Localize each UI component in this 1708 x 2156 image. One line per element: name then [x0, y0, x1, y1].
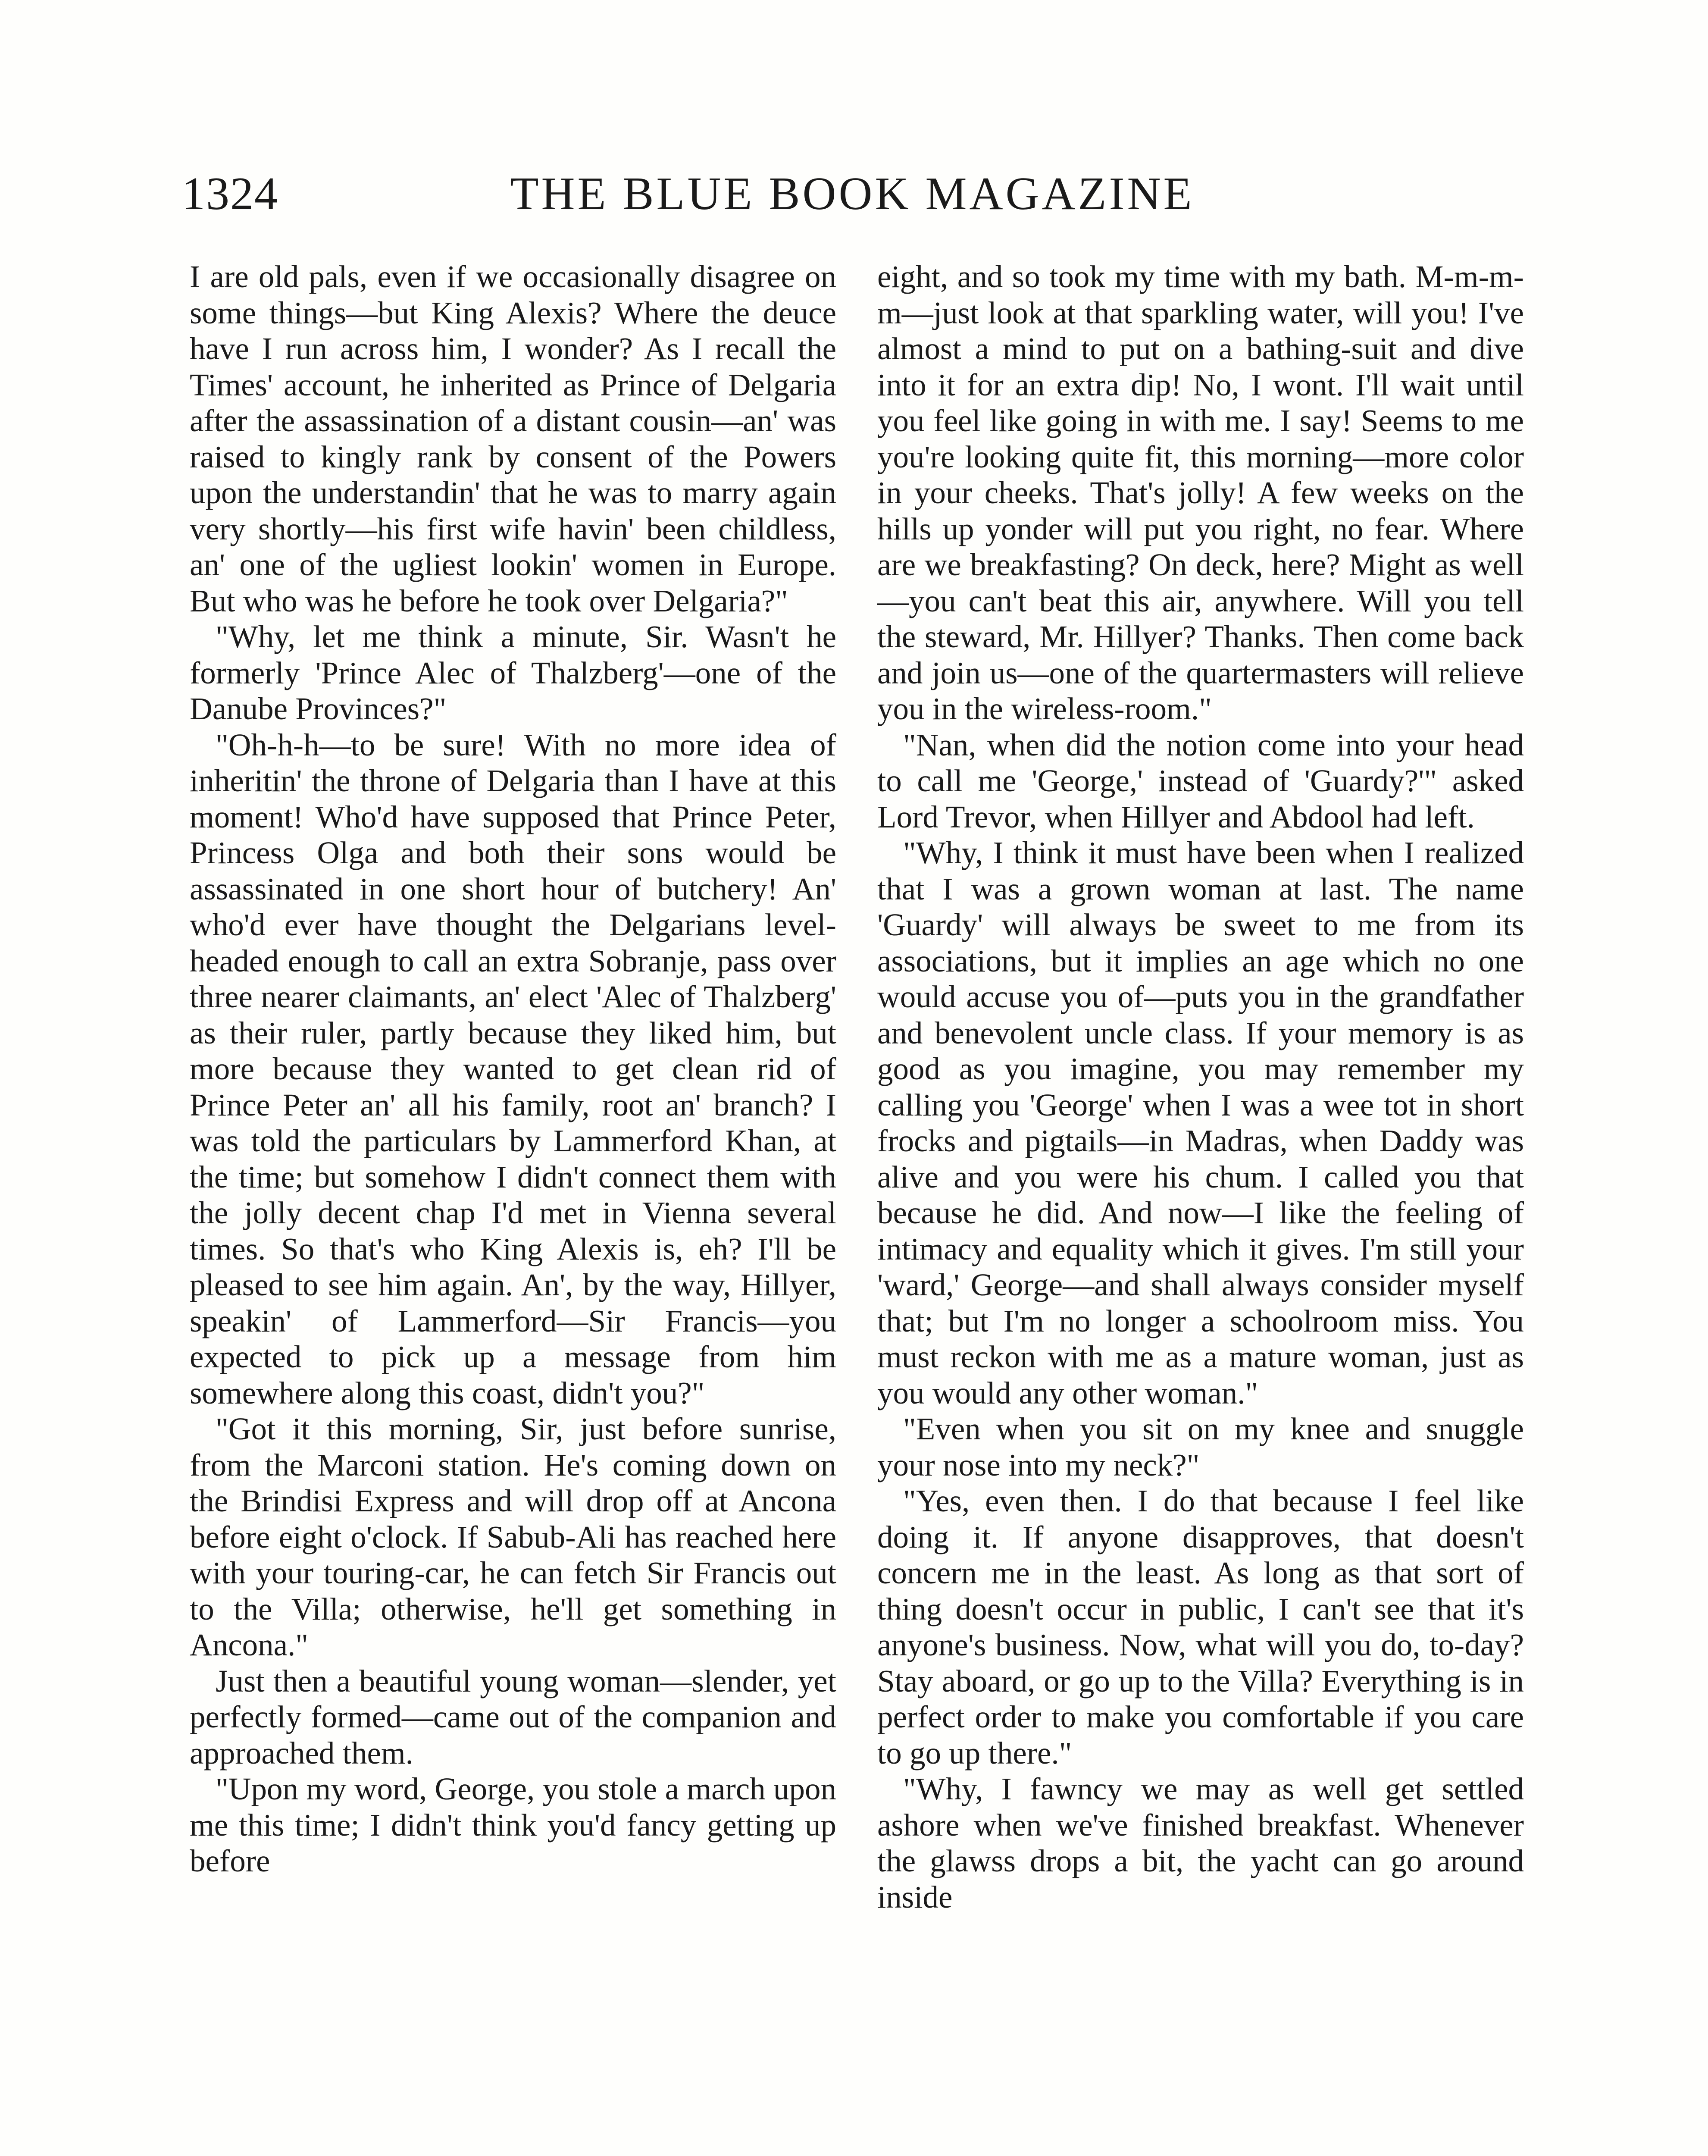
- running-title: THE BLUE BOOK MAGAZINE: [510, 168, 1195, 219]
- paragraph: "Oh-h-h—to be sure! With no more idea of inheritin' the throne of Delgaria than I have at this moment! Who'd have supposed that Prince Peter, Princess Olga and both their sons would be assassinated in one short hour of butchery! An' who'd ever have thought the Delgarians level-headed enough to call an extra Sobranje, pass over three nearer claimants, an' elect 'Alec of Thalzberg' as their ruler, partly because they liked him, but more because they wanted to get clean rid of Prince Peter an' all his family, root an' branch? I was told the particulars by Lammerford Khan, at the time; but somehow I didn't connect them with the jolly decent chap I'd met in Vienna several times. So that's who King Alexis is, eh? I'll be pleased to see him again. An', by the way, Hillyer, speakin' of Lammerford—Sir Francis—you expected to pick up a message from him somewhere along this coast, didn't you?": [190, 727, 836, 1410]
- paragraph: Just then a beautiful young woman—slender, yet perfectly formed—came out of the companion and approached them.: [190, 1663, 836, 1771]
- paragraph: "Why, I think it must have been when I realized that I was a grown woman at last. The name 'Guardy' will always be sweet to me from its associations, but it implies an age which no one would accuse you of—puts you in the grandfather and benevolent uncle class. If your memory is as good as you imagine, you may remember my calling you 'George' when I was a wee tot in short frocks and pigtails—in Madras, when Daddy was alive and you were his chum. I called you that because he did. And now—I like the feeling of intimacy and equality which it gives. I'm still your 'ward,' George—and shall always consider myself that; but I'm no longer a schoolroom miss. You must reckon with me as a mature woman, just as you would any other woman.": [877, 835, 1524, 1410]
- right-column: [877, 259, 1524, 2156]
- paragraph: "Why, let me think a minute, Sir. Wasn't he formerly 'Prince Alec of Thalzberg'—one of the Danube Provinces?": [190, 619, 836, 726]
- left-column: [190, 259, 836, 2156]
- paragraph: "Got it this morning, Sir, just before sunrise, from the Marconi station. He's coming down on the Brindisi Express and will drop off at Ancona before eight o'clock. If Sabub-Ali has reached here with your touring-car, he can fetch Sir Francis out to the Villa; otherwise, he'll get something in Ancona.": [190, 1411, 836, 1662]
- paragraph: "Yes, even then. I do that because I feel like doing it. If anyone disapproves, that doesn't concern me in the least. As long as that sort of thing doesn't occur in public, I can't see that it's anyone's business. Now, what will you do, to-day? Stay aboard, or go up to the Villa? Everything is in perfect order to make you comfortable if you care to go up there.": [877, 1483, 1524, 1771]
- paragraph: eight, and so took my time with my bath. M-m-m-m—just look at that sparkling water, will you! I've almost a mind to put on a bathing-suit and dive into it for an extra dip! No, I wont. I'll wait until you feel like going in with me. I say! Seems to me you're looking quite fit, this morning—more color in your cheeks. That's jolly! A few weeks on the hills up yonder will put you right, no fear. Where are we breakfasting? On deck, here? Might as well—you can't beat this air, anywhere. Will you tell the steward, Mr. Hillyer? Thanks. Then come back and join us—one of the quartermasters will relieve you in the wireless-room.": [877, 259, 1524, 726]
- paragraph: "Nan, when did the notion come into your head to call me 'George,' instead of 'Guardy?'" asked Lord Trevor, when Hillyer and Abdool had left.: [877, 727, 1524, 834]
- paragraph: "Even when you sit on my knee and snuggle your nose into my neck?": [877, 1411, 1524, 1482]
- paragraph: I are old pals, even if we occasionally disagree on some things—but King Alexis? Where the deuce have I run across him, I wonder? As I recall the Times' account, he inherited as Prince of Delgaria after the assassination of a distant cousin—an' was raised to kingly rank by consent of the Powers upon the understandin' that he was to marry again very shortly—his first wife havin' been childless, an' one of the ugliest lookin' women in Europe. But who was he before he took over Delgaria?": [190, 259, 836, 618]
- page-header: [182, 160, 1523, 229]
- paragraph: "Why, I fawncy we may as well get settled ashore when we've finished breakfast. Whenever the glawss drops a bit, the yacht can go around inside: [877, 1771, 1524, 1915]
- paragraph: "Upon my word, George, you stole a march upon me this time; I didn't think you'd fancy getting up before: [190, 1771, 836, 1878]
- page-number: 1324: [182, 168, 278, 219]
